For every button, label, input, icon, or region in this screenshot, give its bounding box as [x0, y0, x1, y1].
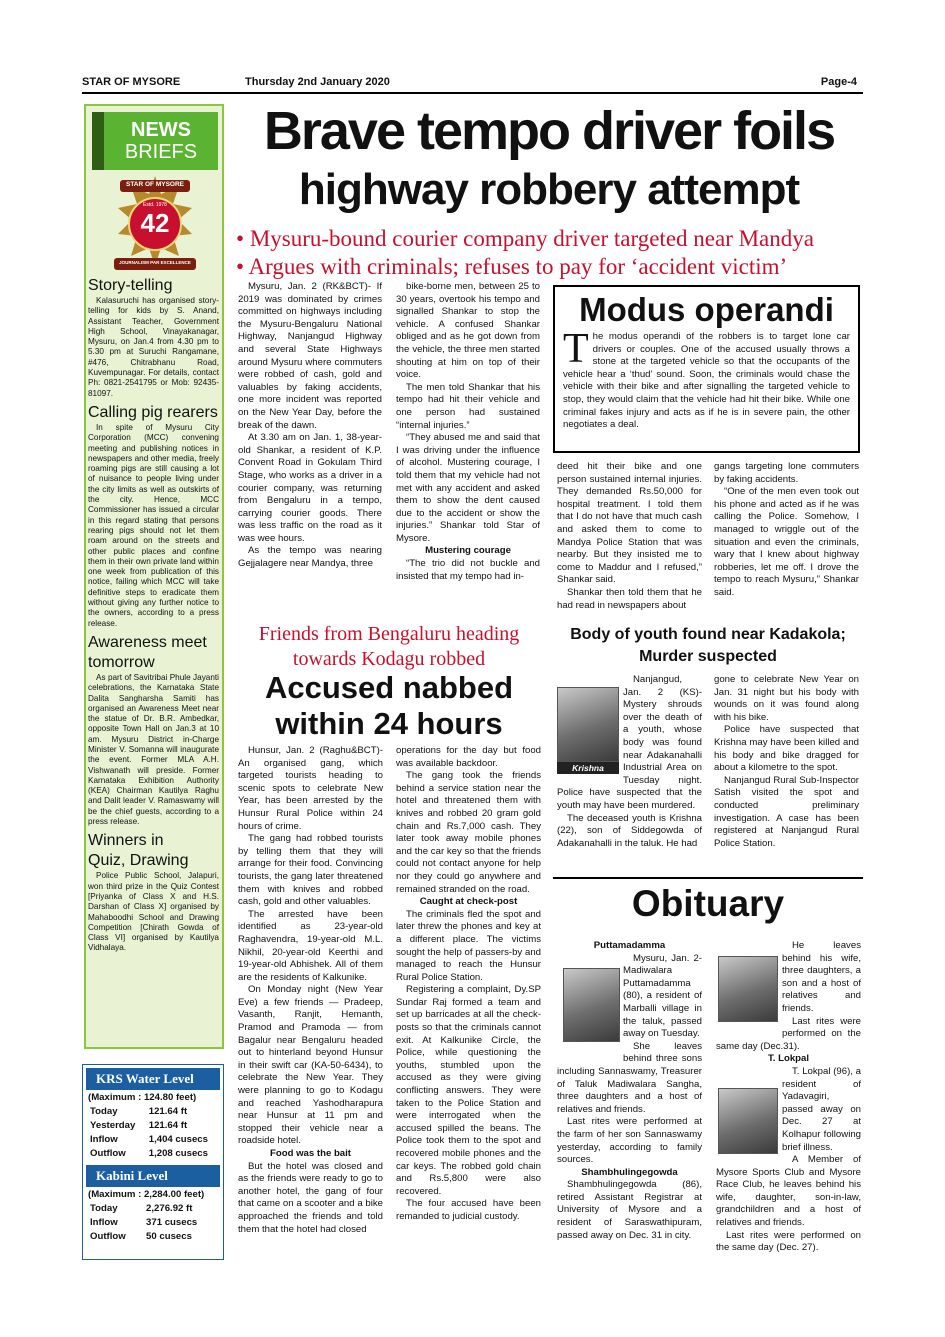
row-label: Today [90, 1105, 118, 1117]
paragraph: Nanjangud, Jan. 2 (KS)- Mystery shrouds over the death of a youth, whose body was found near Adakanahalli Industrial Area on Tuesday night. Police have suspected that the youth may have been murdered. [557, 674, 702, 811]
obituary-column-1 [557, 940, 702, 1242]
row-label: Inflow [90, 1133, 118, 1145]
photo-float [716, 952, 782, 1032]
lead-column-3 [557, 461, 702, 612]
table-row [86, 1146, 220, 1160]
photo-float [557, 674, 623, 776]
paragraph: Last rites were performed at the farm of her son Sannaswamy yesterday, according to family sources. [557, 1116, 702, 1166]
brief-heading: Calling pig rearers [88, 403, 218, 421]
briefs-label: BRIEFS [124, 141, 198, 163]
masthead [82, 76, 857, 92]
row-value: 50 cusecs [146, 1230, 192, 1242]
krs-level-title: KRS Water Level [86, 1068, 220, 1090]
logo-number: 42 [140, 208, 170, 238]
modus-text: he modus operandi of the robbers is to target lone car drivers or couples. One of the accused usually throws a stone at the targeted vehicle so that the occupants of the vehicle hear a ‘thud’ sound. Soon, the criminals would chase the vehicle with their bike and after signalling the targeted vehicle to stop, they would claim that the vehicle had hit their bike. While one criminal fakes injury and acts as if he is in severe pain, the other negotiates a deal. [563, 331, 850, 431]
row-value: 121.64 ft [148, 1119, 188, 1131]
youth-column-1 [557, 674, 702, 850]
lead-bullet: • Argues with criminals; refuses to pay for ‘accident victim’ [236, 254, 788, 279]
paragraph: The four accused have been remanded to judicial custody. [396, 1198, 541, 1222]
paragraph: Mysuru, Jan. 2- Madiwalara Puttamadamma (80), a resident of Marballi village in the taluk, passed away on Tuesday. [623, 952, 702, 1040]
paragraph: bike-borne men, between 25 to 30 years, overtook his tempo and signalled Shankar to stop the vehicle. A confused Shankar obliged and as he got down from the vehicle, the three men started shouting at him on top of their voice. [396, 281, 540, 381]
accused-column-2 [396, 745, 541, 1224]
table-row [86, 1229, 220, 1243]
accused-column-1 [238, 745, 383, 1236]
issue-date: Thursday 2nd January 2020 [245, 76, 390, 88]
photo-float [716, 1078, 782, 1156]
paragraph: gangs targeting lone commuters by faking accidents. [714, 461, 859, 485]
obituary-name: T. Lokpal [767, 1053, 810, 1065]
paragraph: Registering a complaint, Dy.SP Sundar Raj formed a team and set up barricades at all the check-posts so that the criminals cannot exit. At Kalkunike Circle, the Police, while questioning the youths, stumbled upon the accused as they were giving conflicting answers. They were taken to the Police Station and were interrogated when the accused spilled the beans. The Police took them to the spot and recovered mobile phones and the car keys. The robbed gold chain and Rs.5,800 were also recovered. [396, 984, 541, 1197]
paragraph: T. Lokpal (96), a resident of Yadavagiri, passed away on Dec. 27 at Kolhapur following brief illness. [782, 1065, 861, 1153]
kabini-level-title: Kabini Level [86, 1165, 220, 1187]
obituary-title: Obituary [631, 883, 785, 924]
accused-headline-2: within 24 hours [275, 706, 503, 741]
lead-bullet: • Mysuru-bound courier company driver targeted near Mandya [236, 226, 814, 251]
bullet-text: Mysuru-bound courier company driver targeted near Mandya [249, 226, 814, 251]
brief-body: As part of Savitribai Phule Jayanti celebrations, the Karnataka State Dalita Sangharsha Samiti has organised an Awareness Meet near the statue of Dr. B.R. Ambedkar, opposite Town Hall on Jan.3 at 10 am. Mysuru District in-Charge Minister V. Somanna will inaugurate the event. Former MLA A.H. Vishwanath will preside. Former Karnataka Exhibition Authority (KEA) Chairman Kautilya Raghu and Dalit leader V. Ramaswamy will be the chief guests, according to a press release. [88, 672, 219, 827]
modus-title: Modus operandi [579, 291, 834, 328]
paragraph: Last rites were performed on the same day (Dec.31). [716, 1015, 861, 1052]
logo-top-text: STAR OF MYSORE [125, 181, 185, 188]
row-value: 371 cusecs [146, 1216, 198, 1228]
accused-kicker [238, 622, 540, 672]
bullet-text: Argues with criminals; refuses to pay for ‘accident victim’ [248, 254, 788, 279]
paper-name: STAR OF MYSORE [82, 76, 181, 88]
brief-item [88, 633, 219, 827]
brief-body: In spite of Mysuru City Corporation (MCC) convening meeting and publishing notices in newspapers and other media, freely roaming pigs are still causing a lot of nuisance to people living under the city limits as well as outskirts of the city. Hence, MCC Commissioner has issued a circular in this regard stating that persons rearing pigs should not let them roam around on the streets and other public places and confine them in their own private land within one week from publication of this notice, failing which MCC will take definitive steps to eradicate them without giving any further notice to the owners, according to a press release. [88, 422, 219, 628]
lead-column-2 [396, 281, 540, 583]
row-label: Outflow [90, 1147, 126, 1159]
dropcap: T [563, 326, 589, 372]
brief-item [88, 831, 219, 953]
paragraph: gone to celebrate New Year on Jan. 31 night but his body with wounds on it was found along with his bike. [714, 674, 859, 723]
paragraph: Mysuru, Jan. 2 (RK&BCT)- If 2019 was dominated by crimes committed on highways including the Mysuru-Bengaluru National Highway, Nanjangud Highway and several State Highways around Mysuru where commuters were robbed of cash, gold and valuables by faking accidents, one more incident was reported on the New Year Day, before the break of the dawn. [238, 281, 382, 431]
paragraph: “One of the men even took out his phone and acted as if he was calling the Police. Somehow, I managed to wriggle out of the situation and even the criminals, wary that I knew about highway robberies, let me off. I drove the tempo to reach Mysuru,” Shankar said. [714, 486, 859, 598]
krs-max: (Maximum : 124.80 feet) [88, 1092, 197, 1103]
headline-line: Murder suspected [639, 648, 777, 665]
kicker-line: towards Kodagu robbed [292, 648, 486, 670]
obituary-rule [553, 877, 863, 879]
news-briefs-banner [92, 112, 218, 170]
brief-list [86, 274, 222, 954]
water-levels-box [82, 1064, 224, 1260]
paragraph: The criminals fled the spot and later threw the phones and key at a different place. The victims sought the help of passers-by and managed to reach the Hunsur Rural Police Station. [396, 908, 541, 983]
paragraph: The arrested have been identified as 23-year-old Raghavendra, 19-year-old M.L. Nikhil, 20-year-old Keerthi and 19-year-old Abhishek. All of them are the residents of Kalkunike. [238, 908, 383, 983]
paragraph: The deceased youth is Krishna (22), son of Siddegowda of Adakanahalli in the taluk. He had [557, 812, 702, 849]
krs-table [86, 1104, 220, 1160]
brief-body: Kalasuruchi has organised story-telling for kids by S. Anand, Assistant Teacher, Government High School, Vinayakanagar, Mysuru, on Jan.4 from 4.30 pm to 5.30 pm at Suruchi Rangamane, #476, Chitrabhanu Road, Kuvempunagar. For details, contact Ph: 0821-2541795 or Mob: 92435-81097. [88, 296, 219, 398]
photo-float [557, 967, 623, 1055]
obituary-name: Puttamadamma [593, 940, 666, 951]
paragraph: “They abused me and said that I was driving under the influence of alcohol. Mustering courage, I told them that my vehicle had not met with any accident and asked them to show the dent caused due to the accident or show the injuries.” Shankar told Star of Mysore. [396, 432, 540, 544]
logo-bottom-text: JOURNALISM PAR EXCELLENCE [119, 260, 191, 265]
kabini-max: (Maximum : 2,284.00 feet) [88, 1189, 205, 1200]
news-label: NEWS [131, 119, 191, 141]
modus-operandi-box [553, 285, 860, 453]
headline-line: Body of youth found near Kadakola; [570, 626, 846, 643]
photo-caption: Krishna [557, 762, 619, 774]
row-label: Outflow [90, 1230, 126, 1242]
paragraph: He leaves behind his wife, three daughters, a son and a host of relatives and friends. [782, 940, 861, 1014]
news-briefs-sidebar [84, 104, 224, 1049]
paragraph: The gang took the friends behind a service station near the hotel and threatened them with knives and robbed 20 gram gold chain and Rs.7,000 cash. They later took away mobile phones and the car key so that the friends could not contact anyone for help nor they could go anywhere and remained stranded on the road. [396, 770, 541, 895]
paragraph: A Member of Mysore Sports Club and Mysore Race Club, he leaves behind his wife, daughter, son-in-law, grandchildren and a host of relatives and friends. [716, 1154, 861, 1229]
paragraph: Hunsur, Jan. 2 (Raghu&BCT)- An organised gang, which targeted tourists heading to scenic spots to celebrate New Year, has been arrested by the Hunsur Rural Police within 24 hours of crime. [238, 745, 383, 832]
youth-headline [553, 624, 863, 668]
paragraph: Shambhulingegowda (86), retired Assistant Registrar at University of Mysore and a resident of Saraswathipuram, passed away on Dec. 31 in city. [557, 1179, 702, 1241]
lead-headline-1: Brave tempo driver foils [263, 101, 835, 161]
paragraph: Shankar then told them that he had read in newspapers about [557, 586, 702, 611]
paragraph: At 3.30 am on Jan. 1, 38-year-old Shankar, a resident of K.P. Convent Road in Gokulam Third Stage, who works as a driver in a courier company, was returning from Bengaluru in a tempo, carrying courier goods. There was less traffic on the road as it was wee hours. [238, 432, 382, 544]
row-value: 121.64 ft [148, 1105, 188, 1117]
obituary-column-2 [716, 940, 861, 1255]
subheading: Mustering courage [425, 545, 511, 557]
paragraph: operations for the day but food was available backdoor. [396, 745, 541, 769]
table-row [86, 1215, 220, 1229]
table-row [86, 1132, 220, 1146]
accused-headline-1: Accused nabbed [264, 670, 514, 705]
paragraph: But the hotel was closed and as the friends were ready to go to another hotel, the gang of four that came on a scooter and a bike approached the friends and told them that the hotel had closed [238, 1160, 383, 1235]
kabini-table [86, 1201, 220, 1243]
row-label: Yesterday [90, 1119, 136, 1131]
paragraph: “The trio did not buckle and insisted that my tempo had in- [396, 558, 540, 582]
row-label: Inflow [90, 1216, 118, 1228]
brief-item [88, 276, 219, 399]
lead-column-1 [238, 281, 382, 571]
row-value: 2,276.92 ft [146, 1202, 193, 1214]
paragraph: Nanjangud Rural Sub-Inspector Satish visited the spot and conducted preliminary investigation. A case has been registered at Nanjangud Rural Police Station. [714, 774, 859, 849]
table-row [86, 1118, 220, 1132]
anniversary-logo [98, 174, 212, 278]
row-value: 1,404 cusecs [148, 1133, 208, 1145]
brief-heading: Winners in Quiz, Drawing [88, 832, 189, 870]
page-number: Page-4 [820, 76, 857, 88]
masthead-rule [82, 92, 863, 94]
lead-headline-2: highway robbery attempt [298, 165, 800, 214]
obituary-name: Shambhulingegowda [581, 1166, 678, 1178]
brief-heading: Awareness meet tomorrow [88, 633, 207, 671]
paragraph: Police have suspected that Krishna may have been killed and his body and bike dragged for about a kilometre to the spot. [714, 724, 859, 774]
brief-item [88, 403, 219, 629]
table-row [86, 1201, 220, 1215]
paragraph: deed hit their bike and one person sustained internal injuries. They demanded Rs.50,000 for hospital treatment. I told them that I do not have that much cash and asked them to come to Mandya Police Station that was nearby. But they insisted me to come to Maddur and I refused,” Shankar said. [557, 461, 702, 586]
row-label: Today [90, 1202, 118, 1214]
table-row [86, 1104, 220, 1118]
subheading: Food was the bait [269, 1148, 352, 1159]
paragraph: She leaves behind three sons including Sannaswamy, Treasurer of Taluk Madiwalara Sangha, three daughters and a host of relatives and friends. [557, 1040, 702, 1115]
paragraph: Last rites were performed on the same day (Dec. 27). [716, 1229, 861, 1254]
brief-body: Police Public School, Jalapuri, won third prize in the Quiz Contest [Priyanka of Class X and H.S. Darshan of Class X] organised by Mahaboodhi School and Drawing Competition [Chirath Gowda of Class VI] organised by Kautilya Vidhalaya. [88, 871, 219, 953]
brief-heading: Story-telling [88, 277, 173, 294]
paragraph: The gang had robbed tourists by telling them that they will arrange for their food. Convincing tourists, the gang later threatened them with knives and robbed cash, gold and other valuables. [238, 833, 383, 908]
lead-column-4 [714, 461, 859, 600]
modus-body [563, 326, 850, 432]
row-value: 1,208 cusecs [148, 1147, 208, 1159]
subheading: Caught at check-post [419, 896, 518, 908]
paragraph: As the tempo was nearing Gejjalagere near Mandya, three [238, 545, 382, 570]
paragraph: On Monday night (New Year Eve) a few friends — Pradeep, Vasanth, Ranjit, Hemanth, Pramod and Pramoda — from Bagalur near Bengaluru headed out to hinterland beyond Hunsur in their swift car (KA-50-6434), to celebrate the New Year. They were planning to go to Kodagu and reached Yashodharapura near Hunsur at 11 pm and stopped their vehicle near a roadside hotel. [238, 984, 383, 1147]
youth-column-2 [714, 674, 859, 850]
paragraph: The men told Shankar that his tempo had hit their vehicle and one person had sustained “internal injuries.” [396, 381, 540, 431]
kicker-line: Friends from Bengaluru heading [258, 623, 520, 645]
logo-estd: Estd. 1978 [143, 202, 167, 208]
